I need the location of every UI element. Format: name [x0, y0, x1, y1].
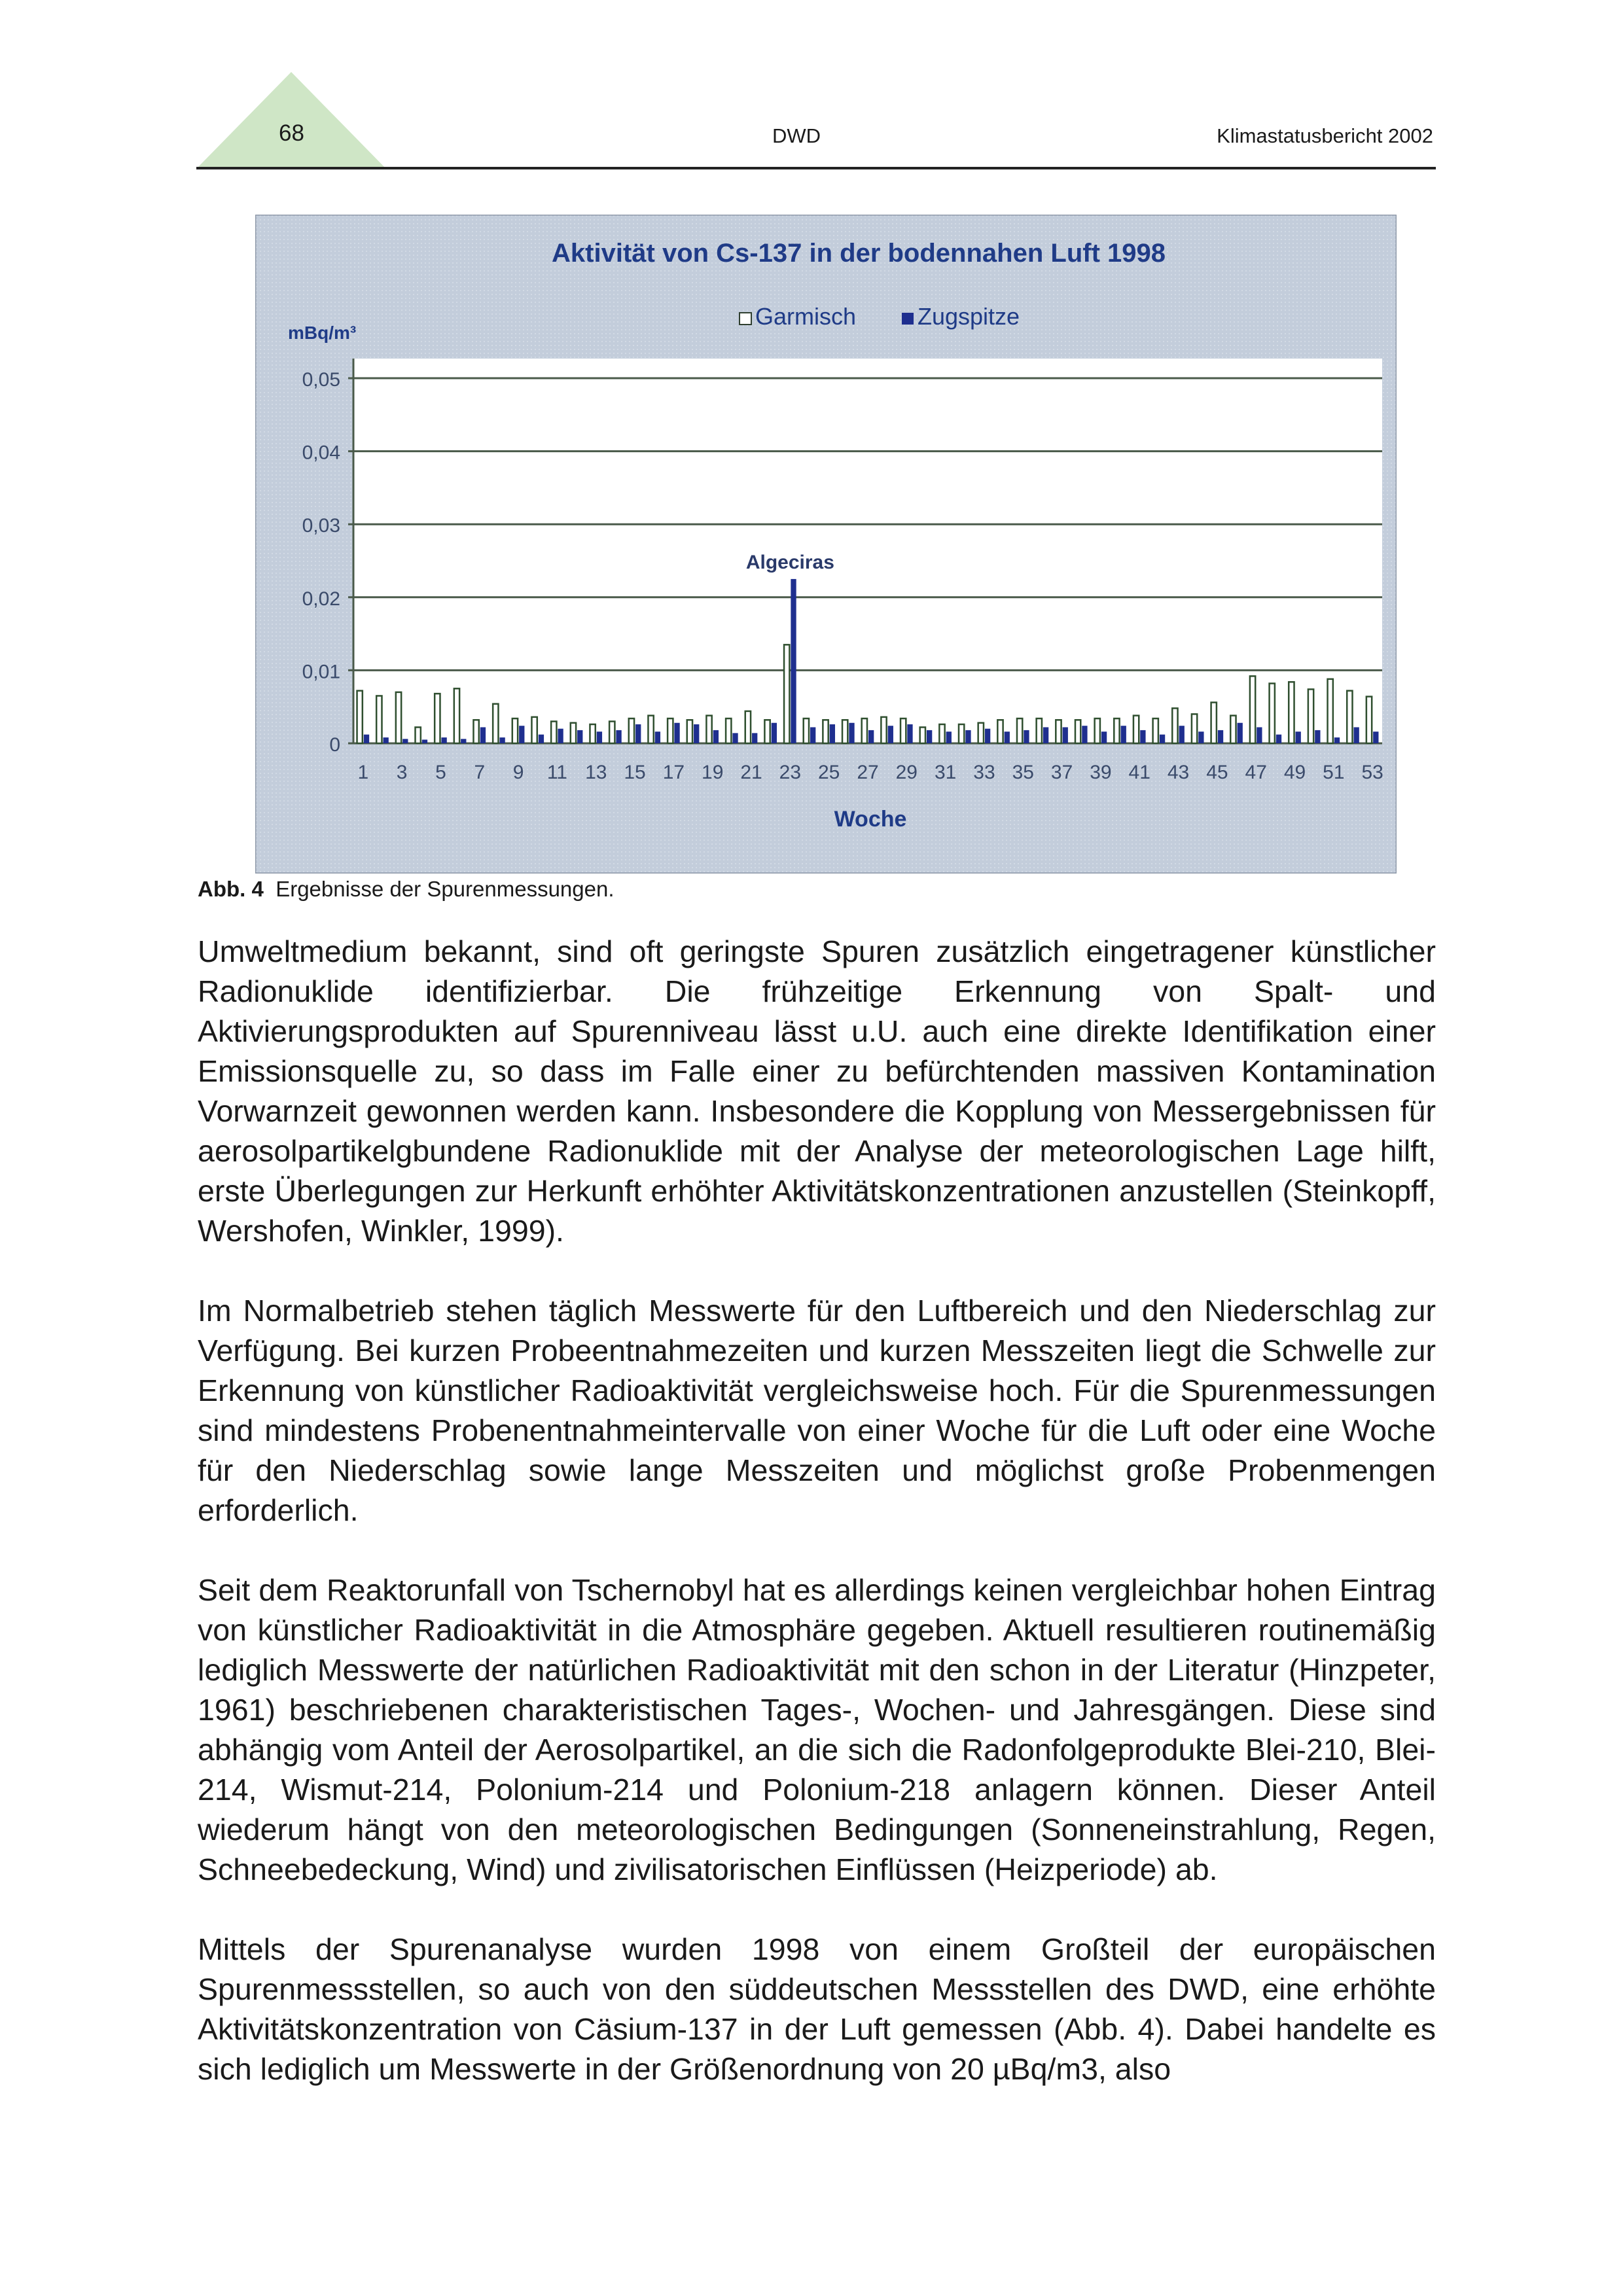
x-tick-label: 35 [1012, 762, 1034, 783]
bar-zugspitze [1296, 732, 1301, 743]
bar-zugspitze [1005, 732, 1010, 743]
bar-zugspitze [1140, 730, 1145, 743]
cs137-bar-chart [255, 215, 1397, 874]
x-tick-label: 13 [585, 762, 607, 783]
bar-garmisch [454, 688, 459, 743]
bar-zugspitze [364, 735, 369, 743]
bar-garmisch [726, 718, 731, 743]
bar-garmisch [435, 694, 440, 743]
bar-zugspitze [577, 730, 582, 743]
bar-garmisch [1095, 718, 1100, 743]
bar-zugspitze [1276, 735, 1281, 743]
bar-garmisch [396, 692, 401, 743]
bar-garmisch [531, 717, 537, 743]
bar-zugspitze [868, 730, 874, 743]
bar-garmisch [823, 720, 828, 743]
bar-garmisch [609, 722, 615, 743]
bar-zugspitze [558, 729, 563, 743]
bar-zugspitze [791, 579, 796, 743]
paragraph-4: Mittels der Spurenanalyse wurden 1998 von einem Großteil der europäischen Spurenmessstellen, so auch von den süddeutschen Messstellen des DWD, eine erhöhte Aktivitätskonzentration von Cäsium-137 in der Luft gemessen (Abb. 4). Dabei handelte es sich lediglich um Messwerte in der Größenordnung von 20 µBq/m3, also [198, 1932, 1436, 2086]
bar-garmisch [1347, 691, 1352, 743]
bar-zugspitze [635, 724, 641, 743]
x-tick-label: 33 [973, 762, 995, 783]
bar-zugspitze [985, 729, 990, 743]
bar-garmisch [1133, 716, 1139, 743]
bar-garmisch [939, 724, 944, 743]
figure-caption [198, 877, 615, 902]
y-tick-label: 0,04 [302, 442, 340, 464]
bar-zugspitze [1160, 735, 1165, 743]
bar-garmisch [1037, 718, 1042, 743]
bar-garmisch [978, 723, 984, 743]
bar-zugspitze [519, 726, 524, 743]
bar-garmisch [997, 720, 1003, 743]
y-tick-label: 0,01 [302, 661, 340, 683]
x-tick-label: 49 [1283, 762, 1306, 783]
bar-garmisch [571, 723, 576, 743]
plot-area [353, 359, 1382, 743]
x-tick-label: 47 [1245, 762, 1267, 783]
bar-garmisch [764, 720, 770, 743]
bar-zugspitze [1121, 726, 1126, 743]
bar-garmisch [629, 718, 634, 743]
y-tick-label: 0,03 [302, 515, 340, 537]
x-tick-label: 51 [1323, 762, 1345, 783]
bar-zugspitze [946, 732, 952, 743]
page-corner-triangle [196, 71, 386, 169]
bar-garmisch [804, 718, 809, 743]
bar-garmisch [745, 711, 751, 743]
x-tick-label: 7 [474, 762, 486, 783]
bar-garmisch [1289, 682, 1294, 743]
bar-garmisch [1270, 683, 1275, 743]
bar-zugspitze [1257, 727, 1262, 743]
bar-zugspitze [732, 733, 738, 743]
x-axis-label: Woche [834, 807, 907, 832]
x-tick-label: 17 [662, 762, 685, 783]
bar-garmisch [1366, 697, 1372, 743]
bar-garmisch [648, 716, 653, 743]
bar-garmisch [376, 696, 382, 743]
bar-garmisch [551, 722, 556, 743]
bar-zugspitze [1198, 732, 1204, 743]
bar-zugspitze [402, 739, 408, 743]
bar-zugspitze [655, 732, 660, 743]
y-tick-label: 0,02 [302, 588, 340, 610]
bar-zugspitze [888, 726, 893, 743]
bar-zugspitze [1354, 727, 1359, 743]
header-rule [196, 167, 1436, 169]
bar-zugspitze [383, 737, 388, 743]
bar-garmisch [1172, 708, 1177, 743]
x-tick-label: 31 [934, 762, 957, 783]
body-text [198, 932, 1436, 2129]
x-tick-label: 41 [1128, 762, 1150, 783]
bar-zugspitze [752, 733, 757, 743]
bar-garmisch [1075, 720, 1080, 743]
bar-garmisch [357, 691, 363, 743]
bar-garmisch [862, 718, 867, 743]
paragraph-2: Im Normalbetrieb stehen täglich Messwerte für den Luftbereich und den Niederschlag zur Verfügung. Bei kurzen Probeentnahmezeiten und kurzen Messzeiten liegt die Schwelle zur Erkennung von künstlicher Radioaktivität vergleichsweise hoch. Für die Spurenmessungen sind mindestens Probenentnahmeintervalle von einer Woche für die Luft oder eine Woche für den Niederschlag sowie lange Messzeiten und möglichst große Probenmengen erforderlich. [198, 1294, 1436, 1527]
bar-zugspitze [772, 723, 777, 743]
x-tick-label: 45 [1206, 762, 1228, 783]
bar-garmisch [1328, 679, 1333, 743]
x-tick-label: 39 [1090, 762, 1112, 783]
figure-cs137-chart [255, 215, 1397, 874]
page-number: 68 [279, 120, 304, 146]
bar-zugspitze [907, 724, 912, 743]
bar-zugspitze [1218, 730, 1223, 743]
x-tick-label: 21 [740, 762, 762, 783]
caption-label: Abb. 4 [198, 877, 264, 901]
y-axis-unit-label: mBq/m³ [288, 323, 357, 343]
bar-zugspitze [810, 727, 815, 743]
bar-garmisch [416, 727, 421, 743]
bar-zugspitze [1179, 726, 1185, 743]
bar-zugspitze [849, 723, 854, 743]
x-tick-label: 9 [512, 762, 524, 783]
bar-garmisch [1017, 718, 1022, 743]
bar-garmisch [1114, 718, 1119, 743]
bar-garmisch [493, 704, 498, 743]
bar-zugspitze [830, 724, 835, 743]
bar-zugspitze [927, 730, 932, 743]
x-tick-label: 11 [546, 762, 568, 783]
bar-garmisch [1153, 718, 1158, 743]
bar-garmisch [590, 724, 595, 743]
annotation-algeciras: Algeciras [745, 551, 834, 573]
bar-garmisch [959, 724, 964, 743]
x-tick-label: 29 [895, 762, 918, 783]
x-tick-label: 37 [1050, 762, 1073, 783]
running-header-publisher: DWD [772, 124, 821, 147]
bar-zugspitze [674, 723, 679, 743]
bar-garmisch [881, 717, 886, 743]
x-tick-label: 3 [396, 762, 408, 783]
bar-garmisch [842, 720, 847, 743]
bar-zugspitze [422, 739, 427, 743]
x-tick-label: 19 [702, 762, 724, 783]
bar-garmisch [1308, 689, 1313, 743]
bar-zugspitze [1334, 737, 1340, 743]
bar-garmisch [1192, 714, 1197, 743]
bar-zugspitze [616, 730, 621, 743]
bar-garmisch [1250, 676, 1255, 743]
bar-zugspitze [1082, 726, 1087, 743]
chart-title: Aktivität von Cs-137 in der bodennahen Luft 1998 [552, 239, 1166, 268]
legend-swatch-garmisch [740, 313, 751, 325]
y-tick-label: 0,05 [302, 369, 340, 391]
x-tick-label: 1 [357, 762, 369, 783]
running-header-title: Klimastatusbericht 2002 [1217, 124, 1433, 147]
caption-text: Ergebnisse der Spurenmessungen. [276, 877, 615, 901]
bar-zugspitze [499, 737, 505, 743]
bar-zugspitze [1315, 730, 1320, 743]
bar-garmisch [784, 645, 789, 743]
bar-garmisch [687, 720, 692, 743]
x-tick-label: 43 [1167, 762, 1190, 783]
bar-zugspitze [1024, 730, 1029, 743]
bar-garmisch [920, 727, 925, 743]
bar-garmisch [706, 716, 711, 743]
bar-garmisch [668, 718, 673, 743]
bar-zugspitze [1101, 732, 1107, 743]
bar-zugspitze [1063, 727, 1068, 743]
x-tick-label: 23 [779, 762, 802, 783]
bar-zugspitze [1373, 732, 1378, 743]
bar-garmisch [901, 718, 906, 743]
bar-zugspitze [965, 730, 971, 743]
bar-zugspitze [694, 724, 699, 743]
x-tick-label: 27 [857, 762, 879, 783]
bar-zugspitze [441, 737, 446, 743]
x-tick-label: 25 [817, 762, 840, 783]
bar-garmisch [1211, 703, 1217, 743]
x-tick-label: 53 [1361, 762, 1383, 783]
paragraph-3: Seit dem Reaktorunfall von Tschernobyl hat es allerdings keinen vergleichbar hohen Eintrag von künstlicher Radioaktivität in die Atmosphäre gegeben. Aktuell resultieren routinemäßig lediglich Messwerte der natürlichen Radioaktivität mit den schon in der Literatur (Hinzpeter, 1961) beschriebenen charakteristischen Tages-, Wochen- und Jahresgängen. Diese sind abhängig vom Anteil der Aerosolpartikel, an die sich die Radonfolgeprodukte Blei-210, Blei-214, Wismut-214, Polonium-214 und Polonium-218 anlagern können. Dieser Anteil wiederum hängt von den meteorologischen Bedingungen (Sonneneinstrahlung, Regen, Schneebedeckung, Wind) und zivilisatorischen Einflüssen (Heizperiode) ab. [198, 1573, 1436, 1886]
x-tick-label: 5 [435, 762, 446, 783]
bar-garmisch [1230, 716, 1236, 743]
bar-zugspitze [1043, 727, 1048, 743]
bar-garmisch [512, 718, 518, 743]
legend-label-garmisch: Garmisch [755, 303, 857, 330]
bar-zugspitze [539, 735, 544, 743]
bar-zugspitze [461, 739, 466, 743]
bar-zugspitze [1238, 723, 1243, 743]
bar-zugspitze [713, 730, 719, 743]
bar-zugspitze [597, 732, 602, 743]
y-tick-label: 0 [329, 734, 340, 756]
legend-label-zugspitze: Zugspitze [918, 303, 1020, 330]
x-tick-label: 15 [624, 762, 646, 783]
legend-swatch-zugspitze [902, 313, 914, 325]
bar-zugspitze [480, 727, 486, 743]
paragraph-1: Umweltmedium bekannt, sind oft geringste Spuren zusätzlich eingetragener künstlicher Radionuklide identifizierbar. Die frühzeitige Erkennung von Spalt- und Aktivierungsprodukten auf Spurenniveau lässt u.U. auch eine direkte Identifikation einer Emissionsquelle zu, so dass im Falle einer zu befürchtenden massiven Kontamination Vorwarnzeit gewonnen werden kann. Insbesondere die Kopplung von Messergebnissen für aerosolpartikelgbundene Radionuklide mit der Analyse der meteorologischen Lage hilft, erste Überlegungen zur Herkunft erhöhter Aktivitätskonzentrationen anzustellen (Steinkopff, Wershofen, Winkler, 1999). [198, 934, 1436, 1248]
bar-garmisch [1056, 720, 1061, 743]
bar-garmisch [473, 720, 478, 743]
